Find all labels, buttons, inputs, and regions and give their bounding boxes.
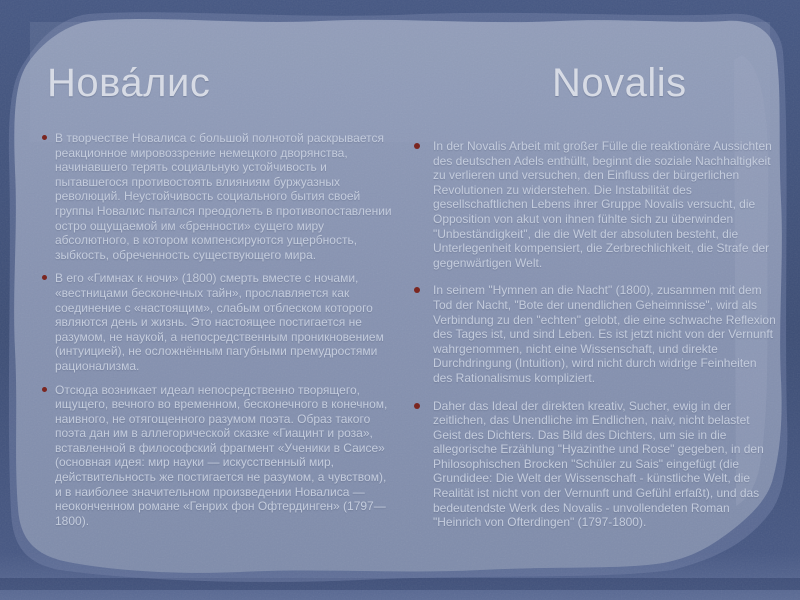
bullet-item <box>414 399 778 530</box>
bullet-icon <box>414 287 420 293</box>
bullet-item <box>42 131 394 262</box>
left-text-column <box>42 131 394 537</box>
bullet-item <box>414 139 778 270</box>
bullet-text: В его «Гимнах к ночи» (1800) смерть вместе с ночами, «вестницами бесконечных тайн», прославляется как соединение с «настоящим», слабым отблеском которого являются день и жизнь. Это настоящее постигается не разумом, не наукой, а непосредственным проникновением (интуицией), не осложнённым пагубными премудростями рационализма. <box>55 271 384 373</box>
bullet-item <box>42 383 394 529</box>
bullet-icon <box>414 143 420 149</box>
bullet-icon <box>42 135 47 140</box>
bullet-text: В творчестве Новалиса с большой полнотой раскрывается реакционное мировоззрение немецкого дворянства, начинавшего терять социальную устойчивость и пытавшегося противостоять влияниям буржуазных революций. Неустойчивость социального бытия своей группы Новалис пытался преодолеть в противопоставлении остро ощущаемой им «бренности» сущего миру абсолютного, в котором компенсируются ущербность, зыбкость, обреченность существующего мира. <box>55 131 392 262</box>
bullet-text: In der Novalis Arbeit mit großer Fülle die reaktionäre Aussichten des deutschen Adels enthüllt, beginnt die soziale Nachhaltigkeit zu verlieren und versuchen, den Einfluss der bürgerlichen Revolutionen zu widerstehen. Die Instabilität des gesellschaftlichen Lebens ihrer Gruppe Novalis versucht, die Opposition von akut von ihnen fühlte sich zu überwinden "Unbeständigkeit", die die Welt der absoluten besteht, die Unterlegenheit kompensiert, die Zerbrechlichkeit, die Strafe der gegenwärtigen Welt. <box>433 139 772 270</box>
bullet-icon <box>414 403 420 409</box>
bullet-text: Отсюда возникает идеал непосредственно творящего, ищущего, вечного во временном, бесконечного в конечном, наивного, не отягощенного разумом поэта. Образ такого поэта дан им в аллегорической сказке «Гиацинт и роза», вставленной в философский фрагмент «Ученики в Саисе» (основная идея: мир науки — искусственный мир, действительность же постигается не разумом, а чувством), и в наиболее значительном произведении Новалиса — неоконченном романе «Генрих фон Офтердинген» (1797—1800). <box>55 382 388 528</box>
bullet-item <box>414 283 778 385</box>
bullet-text: Daher das Ideal der direkten kreativ, Sucher, ewig in der zeitlichen, das Unendliche im Endlichen, naiv, nicht belastet Geist des Dichters. Das Bild des Dichters, um sie in die allegorische Erzählung "Hyazinthe und Rose" gegeben, in den Philosophischen Brocken "Schüler zu Sais" eingefügt (die Grundidee: Die Welt der Wissenschaft - künstliche Welt, die Realität ist nicht von der Vernunft und Gefühl erfaßt), und das bedeutendste Werk des Novalis - unvollendeten Roman "Heinrich von Ofterdingen" (1797-1800). <box>433 398 764 530</box>
bullet-text: In seinem "Hymnen an die Nacht" (1800), zusammen mit dem Tod der Nacht, "Bote der unendlichen Geheimnisse", wird als Verbindung zu den "echten" gelobt, die eine schwache Reflexion des Tages ist, und sind Leben. Es ist jetzt nicht von der Vernunft wahrgenommen, nicht eine Wissenschaft, und direkte Durchdringung (Intuition), wird nicht durch widrige Feinheiten des Rationalismus kompliziert. <box>433 283 776 385</box>
slide-title-russian: Нова́лис <box>47 61 211 105</box>
bullet-icon <box>42 387 47 392</box>
right-text-column <box>414 139 778 543</box>
bullet-item <box>42 271 394 373</box>
slide-title-german: Novalis <box>552 61 687 105</box>
bullet-icon <box>42 275 47 280</box>
